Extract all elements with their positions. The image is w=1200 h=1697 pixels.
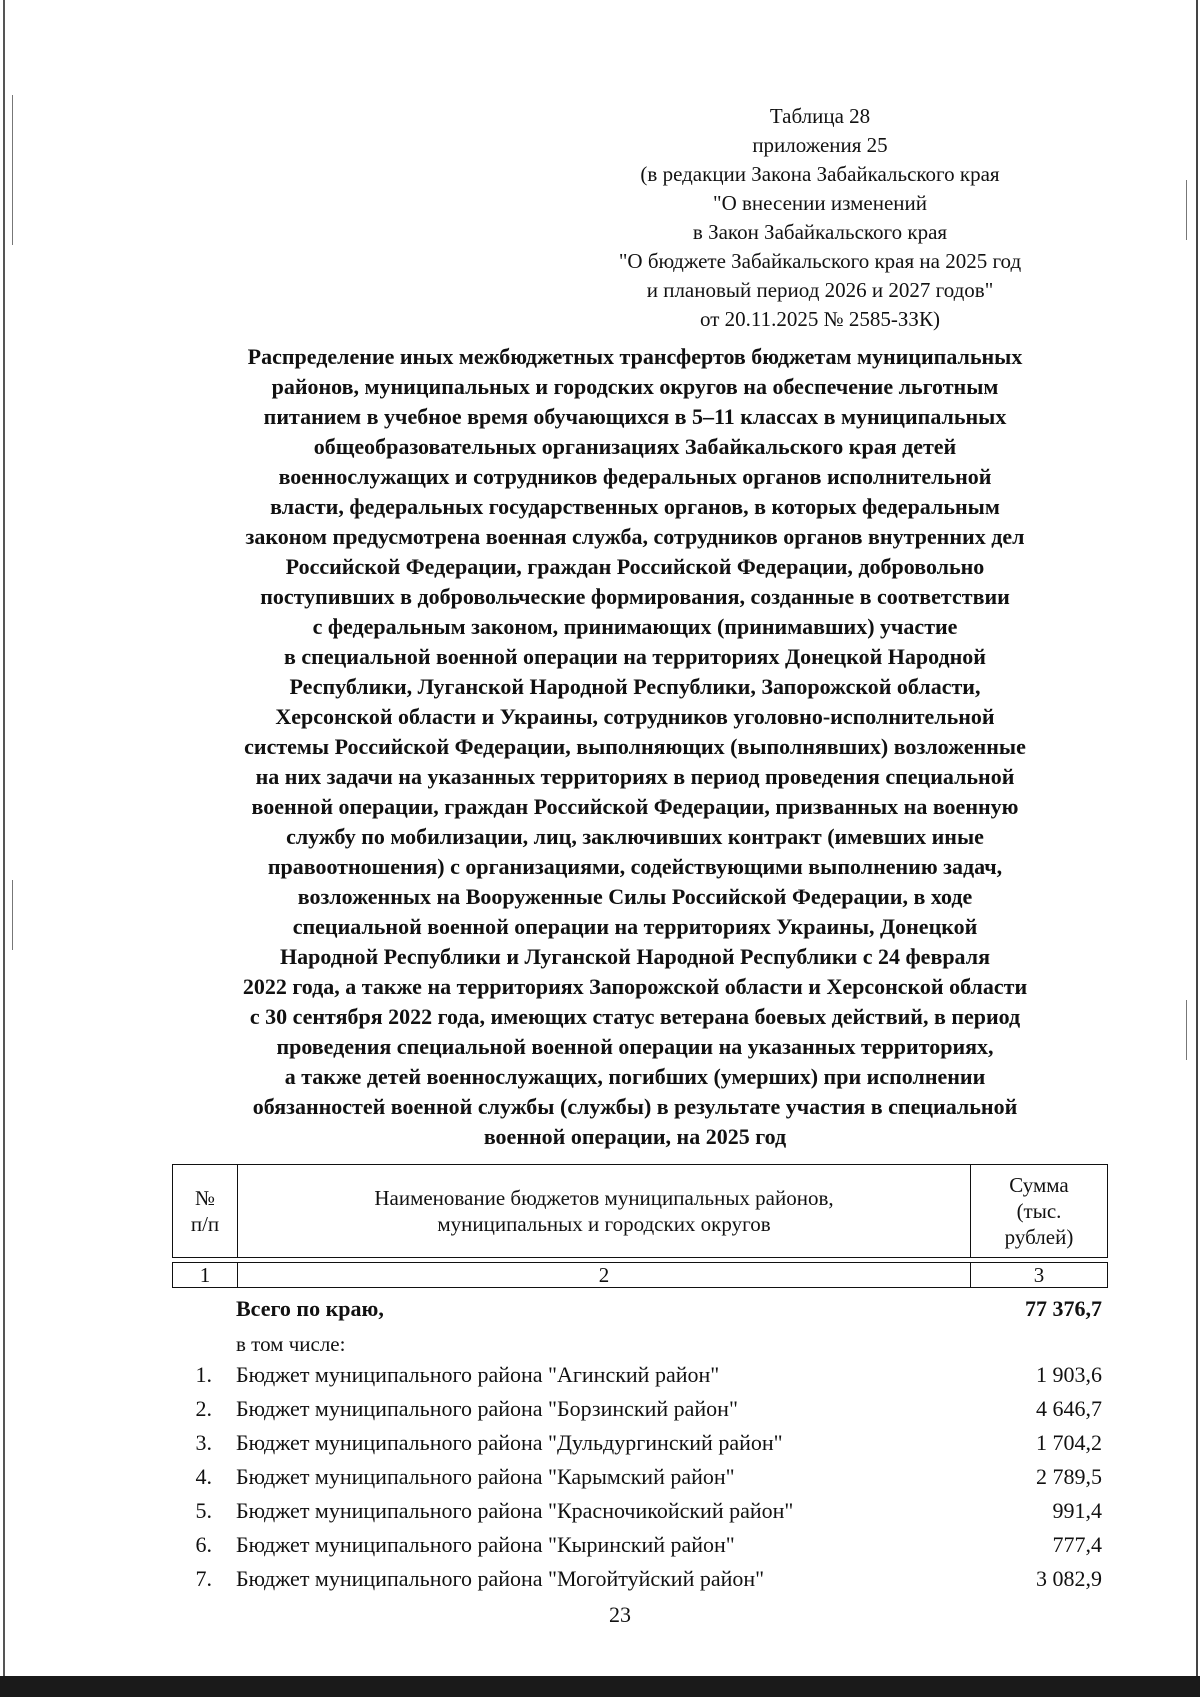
table-row <box>172 1362 1108 1396</box>
title-line: власти, федеральных государственных органов, в которых федеральным <box>270 494 1000 519</box>
header-line: приложения 25 <box>752 133 888 157</box>
table-row <box>172 1396 1108 1430</box>
row-name: Бюджет муниципального района "Могойтуйский район" <box>236 1566 765 1591</box>
header-text: (тыс. <box>1016 1199 1062 1223</box>
total-label: Всего по краю, <box>236 1296 384 1321</box>
table-row <box>172 1532 1108 1566</box>
row-number: 5. <box>195 1498 212 1523</box>
row-number: 2. <box>195 1396 212 1421</box>
title-line: специальной военной операции на территориях Украины, Донецкой <box>292 914 978 939</box>
title-line: обязанностей военной службы (службы) в результате участия в специальной <box>252 1094 1018 1119</box>
row-name: Бюджет муниципального района "Карымский район" <box>236 1464 735 1489</box>
scan-mark <box>1186 180 1187 240</box>
title-line: 2022 года, а также на территориях Запорожской области и Херсонской области <box>242 974 1028 999</box>
title-line: районов, муниципальных и городских округов на обеспечение льготным <box>271 374 999 399</box>
header-cell-number <box>173 1165 238 1258</box>
title-line: Херсонской области и Украины, сотрудников уголовно-исполнительной <box>275 704 995 729</box>
scan-bottom-bar <box>0 1676 1200 1697</box>
row-amount: 2 789,5 <box>1036 1464 1102 1489</box>
row-amount: 1 903,6 <box>1036 1362 1102 1387</box>
header-line: "О внесении изменений <box>713 191 927 215</box>
row-number: 4. <box>195 1464 212 1489</box>
row-name: Бюджет муниципального района "Красночикойский район" <box>236 1498 794 1523</box>
title-line: питанием в учебное время обучающихся в 5–11 классах в муниципальных <box>263 404 1007 429</box>
row-number: 6. <box>195 1532 212 1557</box>
header-line: в Закон Забайкальского края <box>692 220 948 244</box>
table-row <box>172 1498 1108 1532</box>
table-header-row <box>173 1165 1108 1258</box>
document-title <box>160 342 1110 1152</box>
scan-mark <box>12 880 13 950</box>
row-number: 1. <box>195 1362 212 1387</box>
column-number: 3 <box>971 1263 1108 1288</box>
header-line: и плановый период 2026 и 2027 годов" <box>646 278 994 302</box>
header-cell-sum <box>971 1165 1108 1258</box>
header-text: № <box>194 1186 216 1210</box>
title-line: общеобразовательных организациях Забайкальского края детей <box>313 434 957 459</box>
row-amount: 777,4 <box>1052 1532 1102 1557</box>
page-number: 23 <box>609 1602 631 1627</box>
title-line: Распределение иных межбюджетных трансфертов бюджетам муниципальных <box>247 344 1023 369</box>
title-line: военной операции, на 2025 год <box>483 1124 787 1149</box>
scan-mark <box>12 95 13 245</box>
title-line: военнослужащих и сотрудников федеральных органов исполнительной <box>278 464 992 489</box>
row-amount: 1 704,2 <box>1036 1430 1102 1455</box>
header-line: "О бюджете Забайкальского края на 2025 год <box>618 249 1022 273</box>
row-amount: 991,4 <box>1052 1498 1102 1523</box>
table-header <box>172 1164 1108 1288</box>
header-text: муниципальных и городских округов <box>437 1212 771 1236</box>
title-line: системы Российской Федерации, выполняющих (выполнявших) возложенные <box>244 734 1026 759</box>
table-row <box>172 1464 1108 1498</box>
scan-edge-left <box>3 0 5 1676</box>
appendix-header <box>520 102 1120 334</box>
title-line: военной операции, граждан Российской Федерации, призванных на военную <box>251 794 1019 819</box>
title-line: Российской Федерации, граждан Российской Федерации, добровольно <box>285 554 985 579</box>
title-line: законом предусмотрена военная служба, сотрудников органов внутренних дел <box>245 524 1025 549</box>
header-line: от 20.11.2025 № 2585-ЗЗК) <box>700 307 940 331</box>
header-line: (в редакции Закона Забайкальского края <box>640 162 1000 186</box>
scan-mark <box>1186 1000 1187 1060</box>
row-name: Бюджет муниципального района "Кыринский район" <box>236 1532 735 1557</box>
title-line: проведения специальной военной операции на указанных территориях, <box>276 1034 994 1059</box>
title-line: Народной Республики и Луганской Народной Республики с 24 февраля <box>279 944 990 969</box>
row-number: 7. <box>195 1566 212 1591</box>
header-line: Таблица 28 <box>769 104 871 128</box>
table-row <box>172 1566 1108 1600</box>
header-cell-name <box>238 1165 971 1258</box>
column-numbers-row <box>173 1263 1108 1288</box>
title-line: с 30 сентября 2022 года, имеющих статус ветерана боевых действий, в период <box>249 1004 1021 1029</box>
table-body <box>172 1296 1108 1600</box>
title-line: поступивших в добровольческие формирования, созданные в соответствии <box>260 584 1010 609</box>
title-line: с федеральным законом, принимающих (принимавших) участие <box>312 614 958 639</box>
title-line: в специальной военной операции на территориях Донецкой Народной <box>284 644 986 669</box>
title-line: на них задачи на указанных территориях в период проведения специальной <box>255 764 1015 789</box>
scan-edge-right <box>1196 0 1198 1676</box>
row-amount: 3 082,9 <box>1036 1566 1102 1591</box>
row-name: Бюджет муниципального района "Агинский район" <box>236 1362 720 1387</box>
column-number: 1 <box>173 1263 238 1288</box>
header-text: рублей) <box>1004 1225 1074 1249</box>
row-amount: 4 646,7 <box>1036 1396 1102 1421</box>
row-name: Бюджет муниципального района "Дульдургинский район" <box>236 1430 783 1455</box>
title-line: а также детей военнослужащих, погибших (умерших) при исполнении <box>284 1064 986 1089</box>
row-number: 3. <box>195 1430 212 1455</box>
title-line: Республики, Луганской Народной Республики, Запорожской области, <box>289 674 981 699</box>
row-name: Бюджет муниципального района "Борзинский район" <box>236 1396 738 1421</box>
title-line: возложенных на Вооруженные Силы Российской Федерации, в ходе <box>297 884 973 909</box>
including-label: в том числе: <box>236 1332 346 1356</box>
header-text: п/п <box>190 1212 220 1236</box>
total-amount: 77 376,7 <box>1025 1296 1102 1321</box>
header-text: Сумма <box>1009 1173 1069 1197</box>
table-row <box>172 1430 1108 1464</box>
title-line: правоотношения) с организациями, содействующими выполнению задач, <box>267 854 1003 879</box>
total-row <box>172 1296 1108 1332</box>
column-number: 2 <box>238 1263 971 1288</box>
header-text: Наименование бюджетов муниципальных районов, <box>374 1186 834 1210</box>
title-line: службу по мобилизации, лиц, заключивших контракт (имевших иные <box>286 824 984 849</box>
including-row <box>172 1332 1108 1362</box>
